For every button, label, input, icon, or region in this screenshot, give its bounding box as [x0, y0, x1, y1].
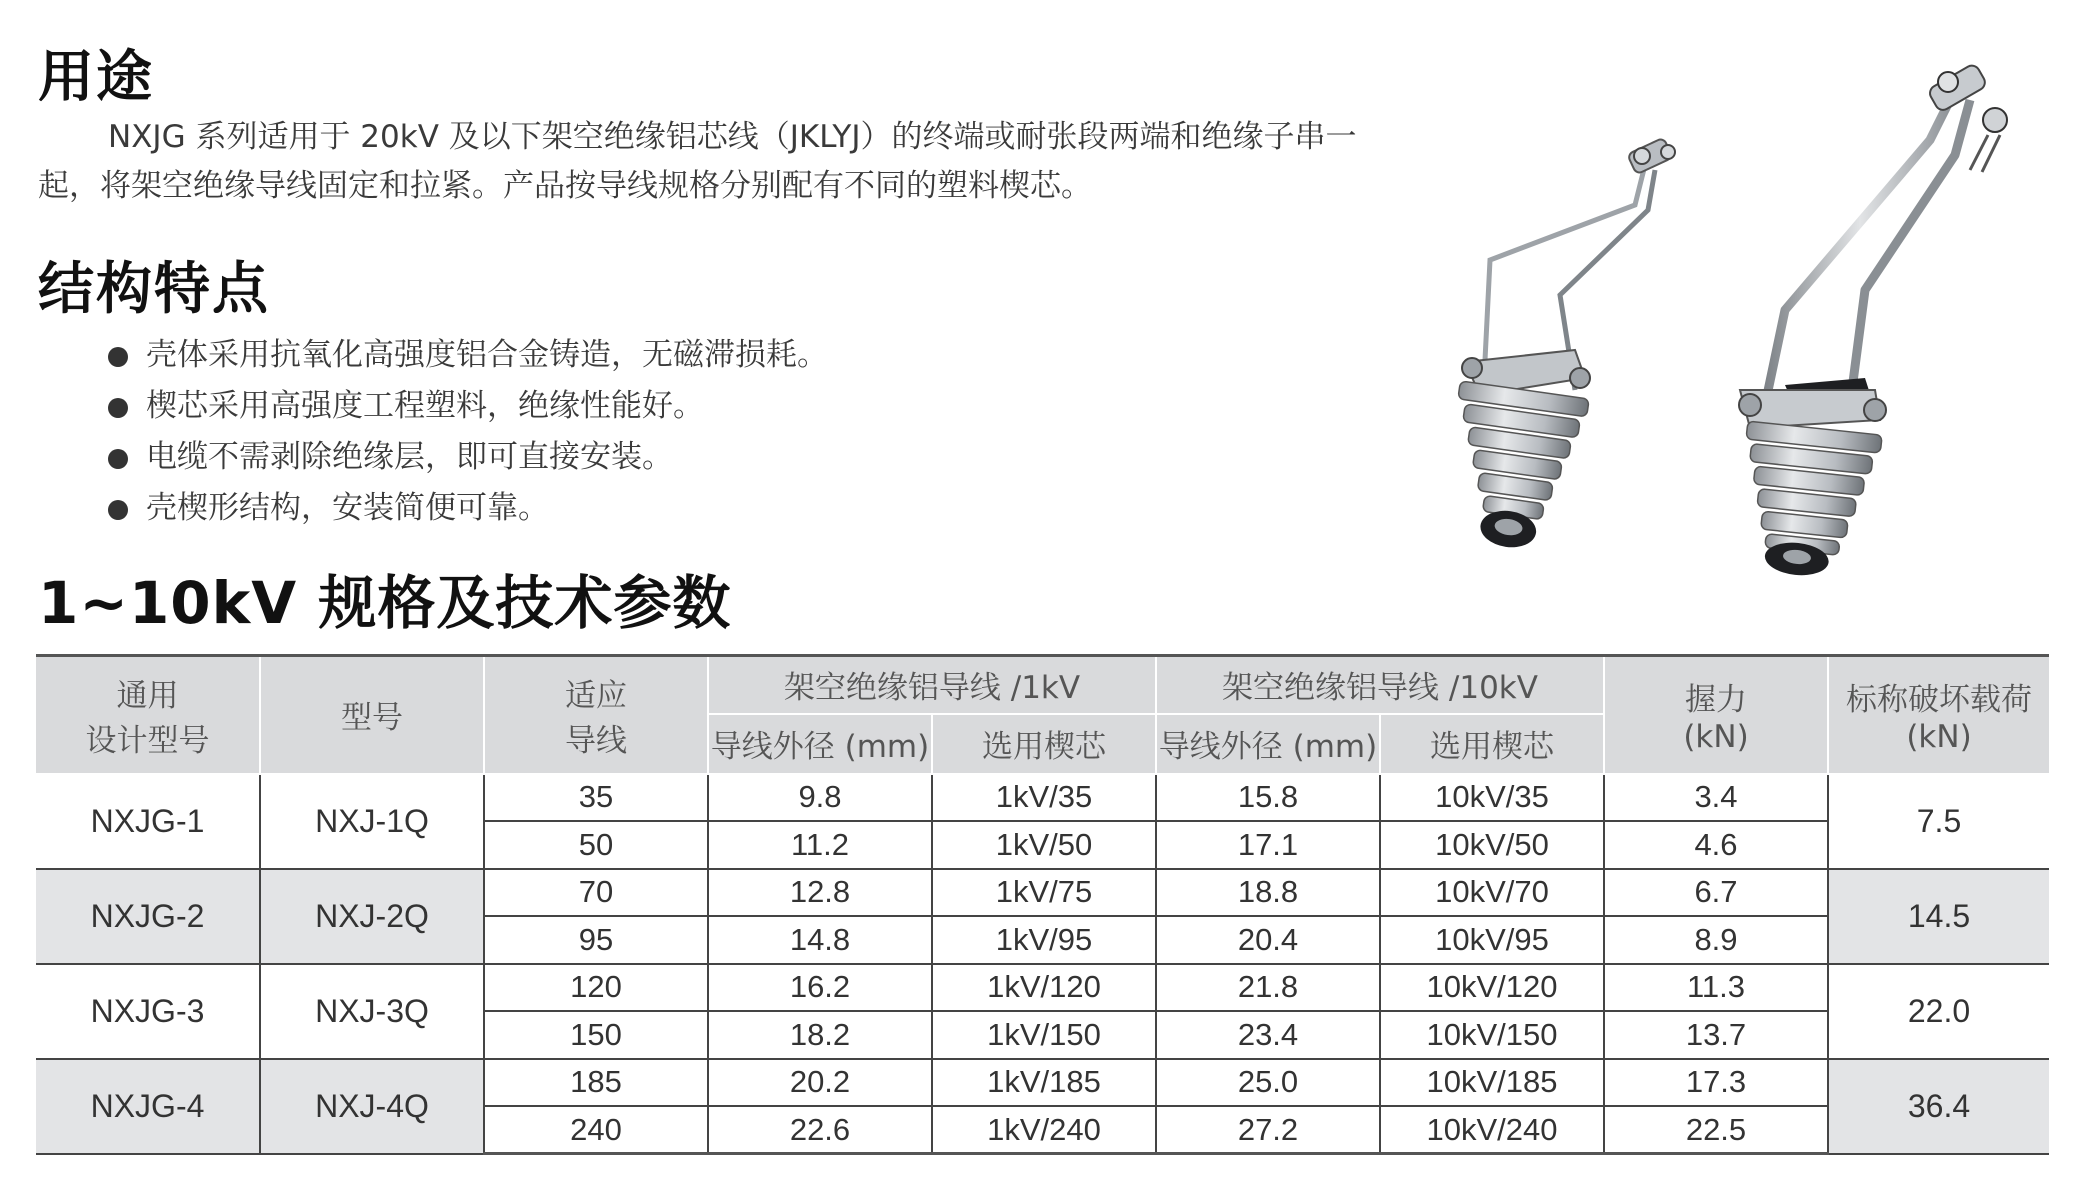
header-breaking-load: 标称破坏载荷 (kN) — [1828, 656, 2049, 774]
cell-design-model: NXJG-3 — [36, 964, 260, 1059]
cell-od-10kv: 20.4 — [1156, 916, 1380, 964]
cell-grip: 17.3 — [1604, 1059, 1828, 1107]
cell-od-10kv: 15.8 — [1156, 774, 1380, 822]
cell-grip: 8.9 — [1604, 916, 1828, 964]
cell-wedge-1kv: 1kV/185 — [932, 1059, 1156, 1107]
cell-grip: 3.4 — [1604, 774, 1828, 822]
cell-wedge-1kv: 1kV/95 — [932, 916, 1156, 964]
cell-wedge-10kv: 10kV/50 — [1380, 821, 1604, 869]
cell-od-10kv: 18.8 — [1156, 869, 1380, 917]
cell-grip: 4.6 — [1604, 821, 1828, 869]
cell-od-10kv: 25.0 — [1156, 1059, 1380, 1107]
cell-wedge-10kv: 10kV/70 — [1380, 869, 1604, 917]
cell-wedge-1kv: 1kV/75 — [932, 869, 1156, 917]
cell-od-1kv: 20.2 — [708, 1059, 932, 1107]
cell-wedge-1kv: 1kV/240 — [932, 1106, 1156, 1154]
feature-text: 电缆不需剥除绝缘层，即可直接安装。 — [146, 439, 673, 475]
header-od-1kv: 导线外径 (mm) — [708, 714, 932, 774]
cell-od-10kv: 27.2 — [1156, 1106, 1380, 1154]
cell-wedge-10kv: 10kV/150 — [1380, 1011, 1604, 1059]
bullet-dot-icon — [108, 500, 128, 520]
cell-wedge-10kv: 10kV/120 — [1380, 964, 1604, 1012]
features-list — [108, 330, 828, 534]
header-model: 型号 — [260, 656, 484, 774]
header-design-model: 通用 设计型号 — [36, 656, 260, 774]
table-row — [36, 774, 2049, 822]
cell-wedge-10kv: 10kV/240 — [1380, 1106, 1604, 1154]
cell-wedge-1kv: 1kV/120 — [932, 964, 1156, 1012]
cell-design-model: NXJG-2 — [36, 869, 260, 964]
header-group-10kv: 架空绝缘铝导线 /10kV — [1156, 656, 1604, 714]
feature-item — [108, 381, 828, 432]
clamp-right — [1732, 63, 2007, 580]
cell-conductor: 50 — [484, 821, 708, 869]
cell-grip: 22.5 — [1604, 1106, 1828, 1154]
feature-item — [108, 432, 828, 483]
clamp-left — [1438, 138, 1675, 556]
cell-od-1kv: 16.2 — [708, 964, 932, 1012]
table-row — [36, 1059, 2049, 1107]
cell-conductor: 95 — [484, 916, 708, 964]
header-od-10kv: 导线外径 (mm) — [1156, 714, 1380, 774]
cell-breaking-load: 7.5 — [1828, 774, 2049, 869]
cell-wedge-1kv: 1kV/35 — [932, 774, 1156, 822]
table-row — [36, 869, 2049, 917]
cell-wedge-10kv: 10kV/35 — [1380, 774, 1604, 822]
header-group-1kv: 架空绝缘铝导线 /1kV — [708, 656, 1156, 714]
header-conductor: 适应 导线 — [484, 656, 708, 774]
cell-od-10kv: 17.1 — [1156, 821, 1380, 869]
cell-conductor: 35 — [484, 774, 708, 822]
specs-heading: 1~10kV 规格及技术参数 — [38, 569, 732, 637]
bullet-dot-icon — [108, 449, 128, 469]
header-wedge-1kv: 选用楔芯 — [932, 714, 1156, 774]
cell-breaking-load: 36.4 — [1828, 1059, 2049, 1154]
cell-od-10kv: 21.8 — [1156, 964, 1380, 1012]
features-heading: 结构特点 — [38, 257, 270, 322]
feature-text: 壳体采用抗氧化高强度铝合金铸造，无磁滞损耗。 — [146, 337, 828, 373]
cell-design-model: NXJG-1 — [36, 774, 260, 869]
cell-conductor: 120 — [484, 964, 708, 1012]
usage-paragraph: NXJG 系列适用于 20kV 及以下架空绝缘铝芯线（JKLYJ）的终端或耐张段两端和绝缘子串一起，将架空绝缘导线固定和拉紧。产品按导线规格分别配有不同的塑料楔芯。 — [38, 119, 1357, 204]
table-row — [36, 964, 2049, 1012]
cell-breaking-load: 22.0 — [1828, 964, 2049, 1059]
cell-grip: 11.3 — [1604, 964, 1828, 1012]
feature-text: 壳楔形结构，安装简便可靠。 — [146, 490, 549, 526]
bullet-dot-icon — [108, 398, 128, 418]
cell-od-1kv: 11.2 — [708, 821, 932, 869]
cell-wedge-1kv: 1kV/150 — [932, 1011, 1156, 1059]
cell-od-1kv: 18.2 — [708, 1011, 932, 1059]
feature-item — [108, 330, 828, 381]
cell-od-1kv: 22.6 — [708, 1106, 932, 1154]
cell-od-10kv: 23.4 — [1156, 1011, 1380, 1059]
cell-grip: 6.7 — [1604, 869, 1828, 917]
spec-table — [36, 654, 2049, 1155]
cell-model: NXJ-4Q — [260, 1059, 484, 1154]
cell-model: NXJ-3Q — [260, 964, 484, 1059]
cell-od-1kv: 14.8 — [708, 916, 932, 964]
cell-grip: 13.7 — [1604, 1011, 1828, 1059]
cell-conductor: 70 — [484, 869, 708, 917]
cell-od-1kv: 9.8 — [708, 774, 932, 822]
header-wedge-10kv: 选用楔芯 — [1380, 714, 1604, 774]
cell-conductor: 185 — [484, 1059, 708, 1107]
bullet-dot-icon — [108, 347, 128, 367]
cell-model: NXJ-2Q — [260, 869, 484, 964]
cell-conductor: 240 — [484, 1106, 708, 1154]
cell-od-1kv: 12.8 — [708, 869, 932, 917]
wedge-tension-clamp-icon — [1410, 60, 2030, 580]
cell-breaking-load: 14.5 — [1828, 869, 2049, 964]
feature-text: 楔芯采用高强度工程塑料，绝缘性能好。 — [146, 388, 704, 424]
cell-wedge-1kv: 1kV/50 — [932, 821, 1156, 869]
cell-conductor: 150 — [484, 1011, 708, 1059]
cell-design-model: NXJG-4 — [36, 1059, 260, 1154]
cell-wedge-10kv: 10kV/185 — [1380, 1059, 1604, 1107]
feature-item — [108, 483, 828, 534]
usage-heading: 用途 — [38, 45, 154, 110]
cell-wedge-10kv: 10kV/95 — [1380, 916, 1604, 964]
header-grip: 握力 (kN) — [1604, 656, 1828, 774]
cell-model: NXJ-1Q — [260, 774, 484, 869]
